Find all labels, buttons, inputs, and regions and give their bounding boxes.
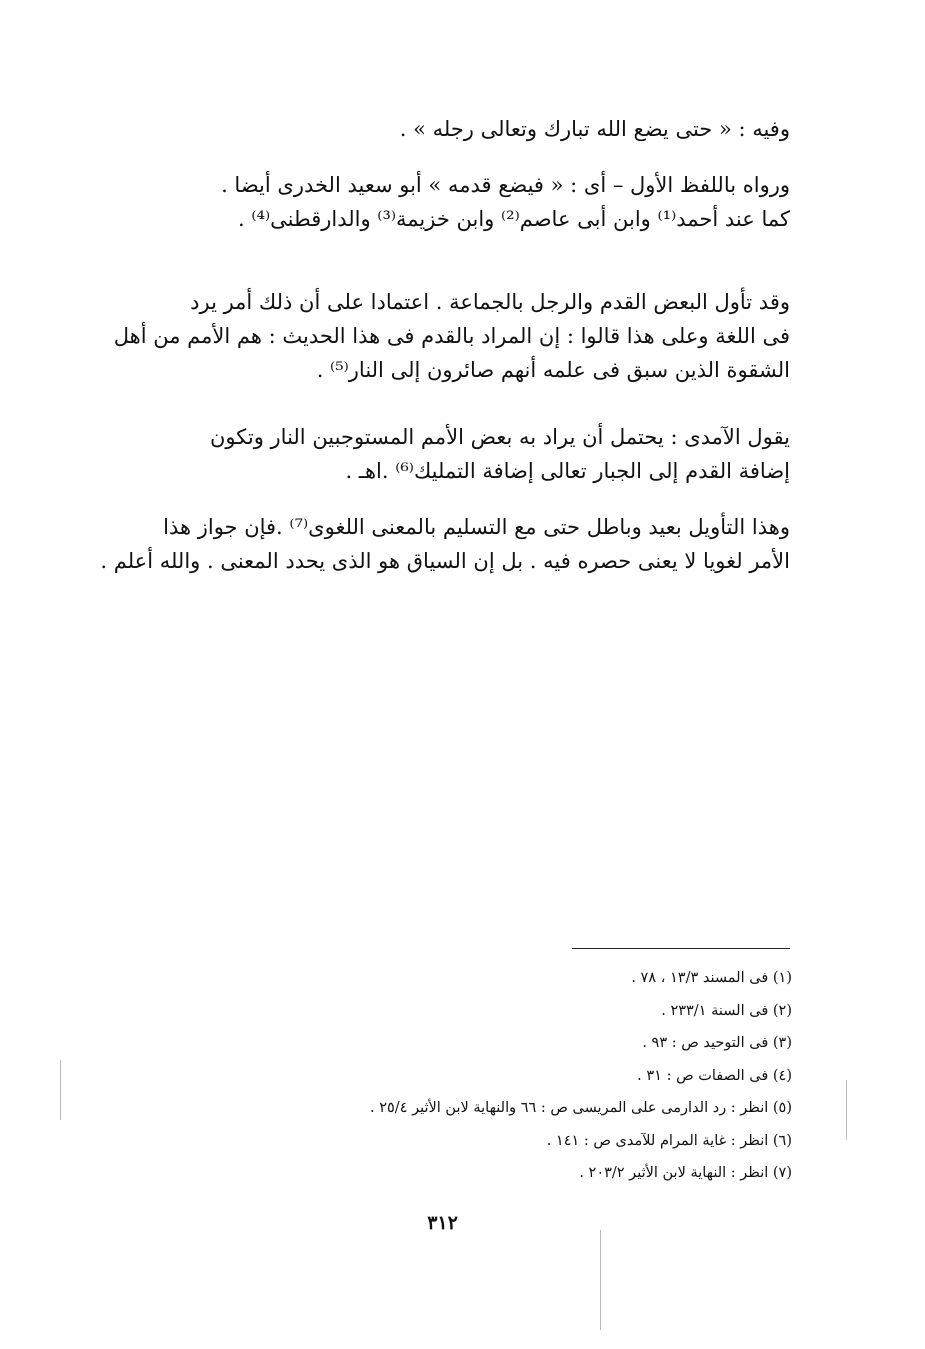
text-line: الشقوة الذين سبق فى علمه أنهم صائرون إلى النار⁽⁵⁾ . xyxy=(316,358,790,382)
text-line: كما عند أحمد⁽¹⁾ وابن أبى عاصم⁽²⁾ وابن خزيمة⁽³⁾ والدارقطنى⁽⁴⁾ . xyxy=(238,207,790,231)
footnotes xyxy=(240,962,792,1190)
paragraph-2 xyxy=(90,168,790,236)
footnote-7: (٧) انظر : النهاية لابن الأثير ٢٠٣/٢ . xyxy=(579,1165,792,1181)
footnote-1: (١) فى المسند ١٣/٣ ، ٧٨ . xyxy=(631,970,792,986)
text-line: ورواه باللفظ الأول – أى : « فيضع قدمه » أبو سعيد الخدرى أيضا . xyxy=(221,173,790,197)
text-line: الأمر لغويا لا يعنى حصره فيه . بل إن السياق هو الذى يحدد المعنى . والله أعلم . xyxy=(100,549,790,573)
paragraph-1 xyxy=(90,112,790,146)
page-number: ٣١٢ xyxy=(427,1212,458,1234)
scan-artifact xyxy=(60,1060,61,1120)
text-line: وهذا التأويل بعيد وباطل حتى مع التسليم بالمعنى اللغوى⁽⁷⁾ .فإن جواز هذا xyxy=(163,515,790,539)
paragraph-3 xyxy=(90,285,790,387)
scan-artifact xyxy=(846,1080,847,1140)
footnote-6: (٦) انظر : غاية المرام للآمدى ص : ١٤١ . xyxy=(546,1132,792,1149)
paragraph-5 xyxy=(90,510,790,578)
paragraph-4 xyxy=(90,420,790,488)
text-line: وفيه : « حتى يضع الله تبارك وتعالى رجله » . xyxy=(399,117,790,141)
text-line: يقول الآمدى : يحتمل أن يراد به بعض الأمم المستوجبين النار وتكون xyxy=(210,425,790,449)
text-line: فى اللغة وعلى هذا قالوا : إن المراد بالقدم فى هذا الحديث : هم الأمم من أهل xyxy=(113,324,790,348)
footnote-5: (٥) انظر : رد الدارمى على المريسى ص : ٦٦ والنهاية لابن الأثير ٢٥/٤ . xyxy=(370,1100,792,1116)
text-line: وقد تأول البعض القدم والرجل بالجماعة . اعتمادا على أن ذلك أمر يرد xyxy=(190,290,790,314)
text-line: إضافة القدم إلى الجبار تعالى إضافة التمليك⁽⁶⁾ .اهـ . xyxy=(345,459,790,483)
footnote-4: (٤) فى الصفات ص : ٣١ . xyxy=(637,1067,792,1084)
scan-artifact xyxy=(600,1230,601,1330)
footnote-3: (٣) فى التوحيد ص : ٩٣ . xyxy=(642,1035,792,1051)
footnote-2: (٢) فى السنة ٢٣٣/١ . xyxy=(661,1002,792,1019)
footnote-separator xyxy=(572,948,790,949)
